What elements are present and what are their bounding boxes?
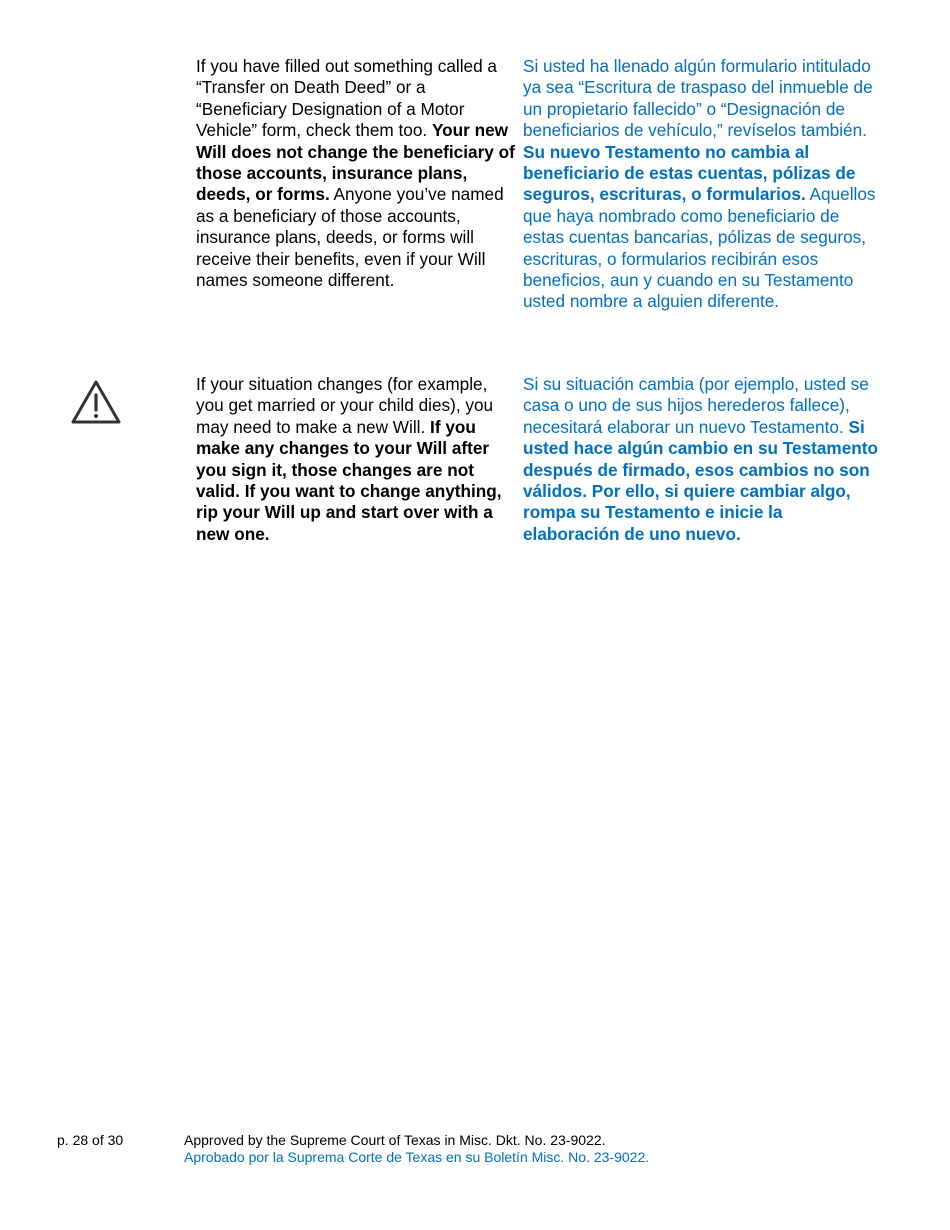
section1-es-text: Si usted ha llenado algún formulario intitulado ya sea “Escritura de traspaso del inmueble de un propietario fallecido” o “Designación de beneficiarios de vehículo,” revíselos también. [523,56,873,141]
section2-es-text: Si su situación cambia (por ejemplo, usted se casa o uno de sus hijos herederos fallece), necesitará elaborar un nuevo Testamento. [523,374,869,437]
section2-en-text: If your situation changes (for example, you get married or your child dies), you may need to make a new Will. [196,374,494,437]
section2-en-bold: If you make any changes to your Will after you sign it, those changes are not valid. If you want to change anything, rip your Will up and start over with a new one. [196,416,502,544]
section1-es-bold: Su nuevo Testamento no cambia al beneficiario de estas cuentas, pólizas de seguros, escrituras, o formularios. [523,141,856,205]
section1-en-bold: Your new Will does not change the beneficiary of those accounts, insurance plans, deeds, or forms. [196,120,515,205]
section1-english-paragraph [196,56,516,291]
footer-approval-spanish: Aprobado por la Suprema Corte de Texas en su Boletín Misc. No. 23-9022. [184,1149,650,1165]
section1-spanish-paragraph [523,56,883,313]
section2-spanish-paragraph [523,374,883,545]
section1-es-text-continued: Aquellos que haya nombrado como beneficiario de estas cuentas bancarias, pólizas de seguros, escrituras, o formularios recibirán esos beneficios, aun y cuando en su Testamento usted nombre a alguien diferente. [523,184,876,312]
section2-es-bold: Si usted hace algún cambio en su Testamento después de firmado, esos cambios no son válidos. Por ello, si quiere cambiar algo, rompa su Testamento e inicie la elaboración de uno nuevo. [523,416,878,544]
page-number: p. 28 of 30 [57,1132,124,1148]
footer-approval-english: Approved by the Supreme Court of Texas in Misc. Dkt. No. 23-9022. [184,1132,606,1148]
warning-triangle-icon [70,378,122,426]
section1-en-text: If you have filled out something called a “Transfer on Death Deed” or a “Beneficiary Designation of a Motor Vehicle” form, check them too. [196,56,497,141]
section2-english-paragraph [196,374,516,545]
section1-en-text-continued: Anyone you’ve named as a beneficiary of those accounts, insurance plans, deeds, or forms will receive their benefits, even if your Will names someone different. [196,184,504,291]
